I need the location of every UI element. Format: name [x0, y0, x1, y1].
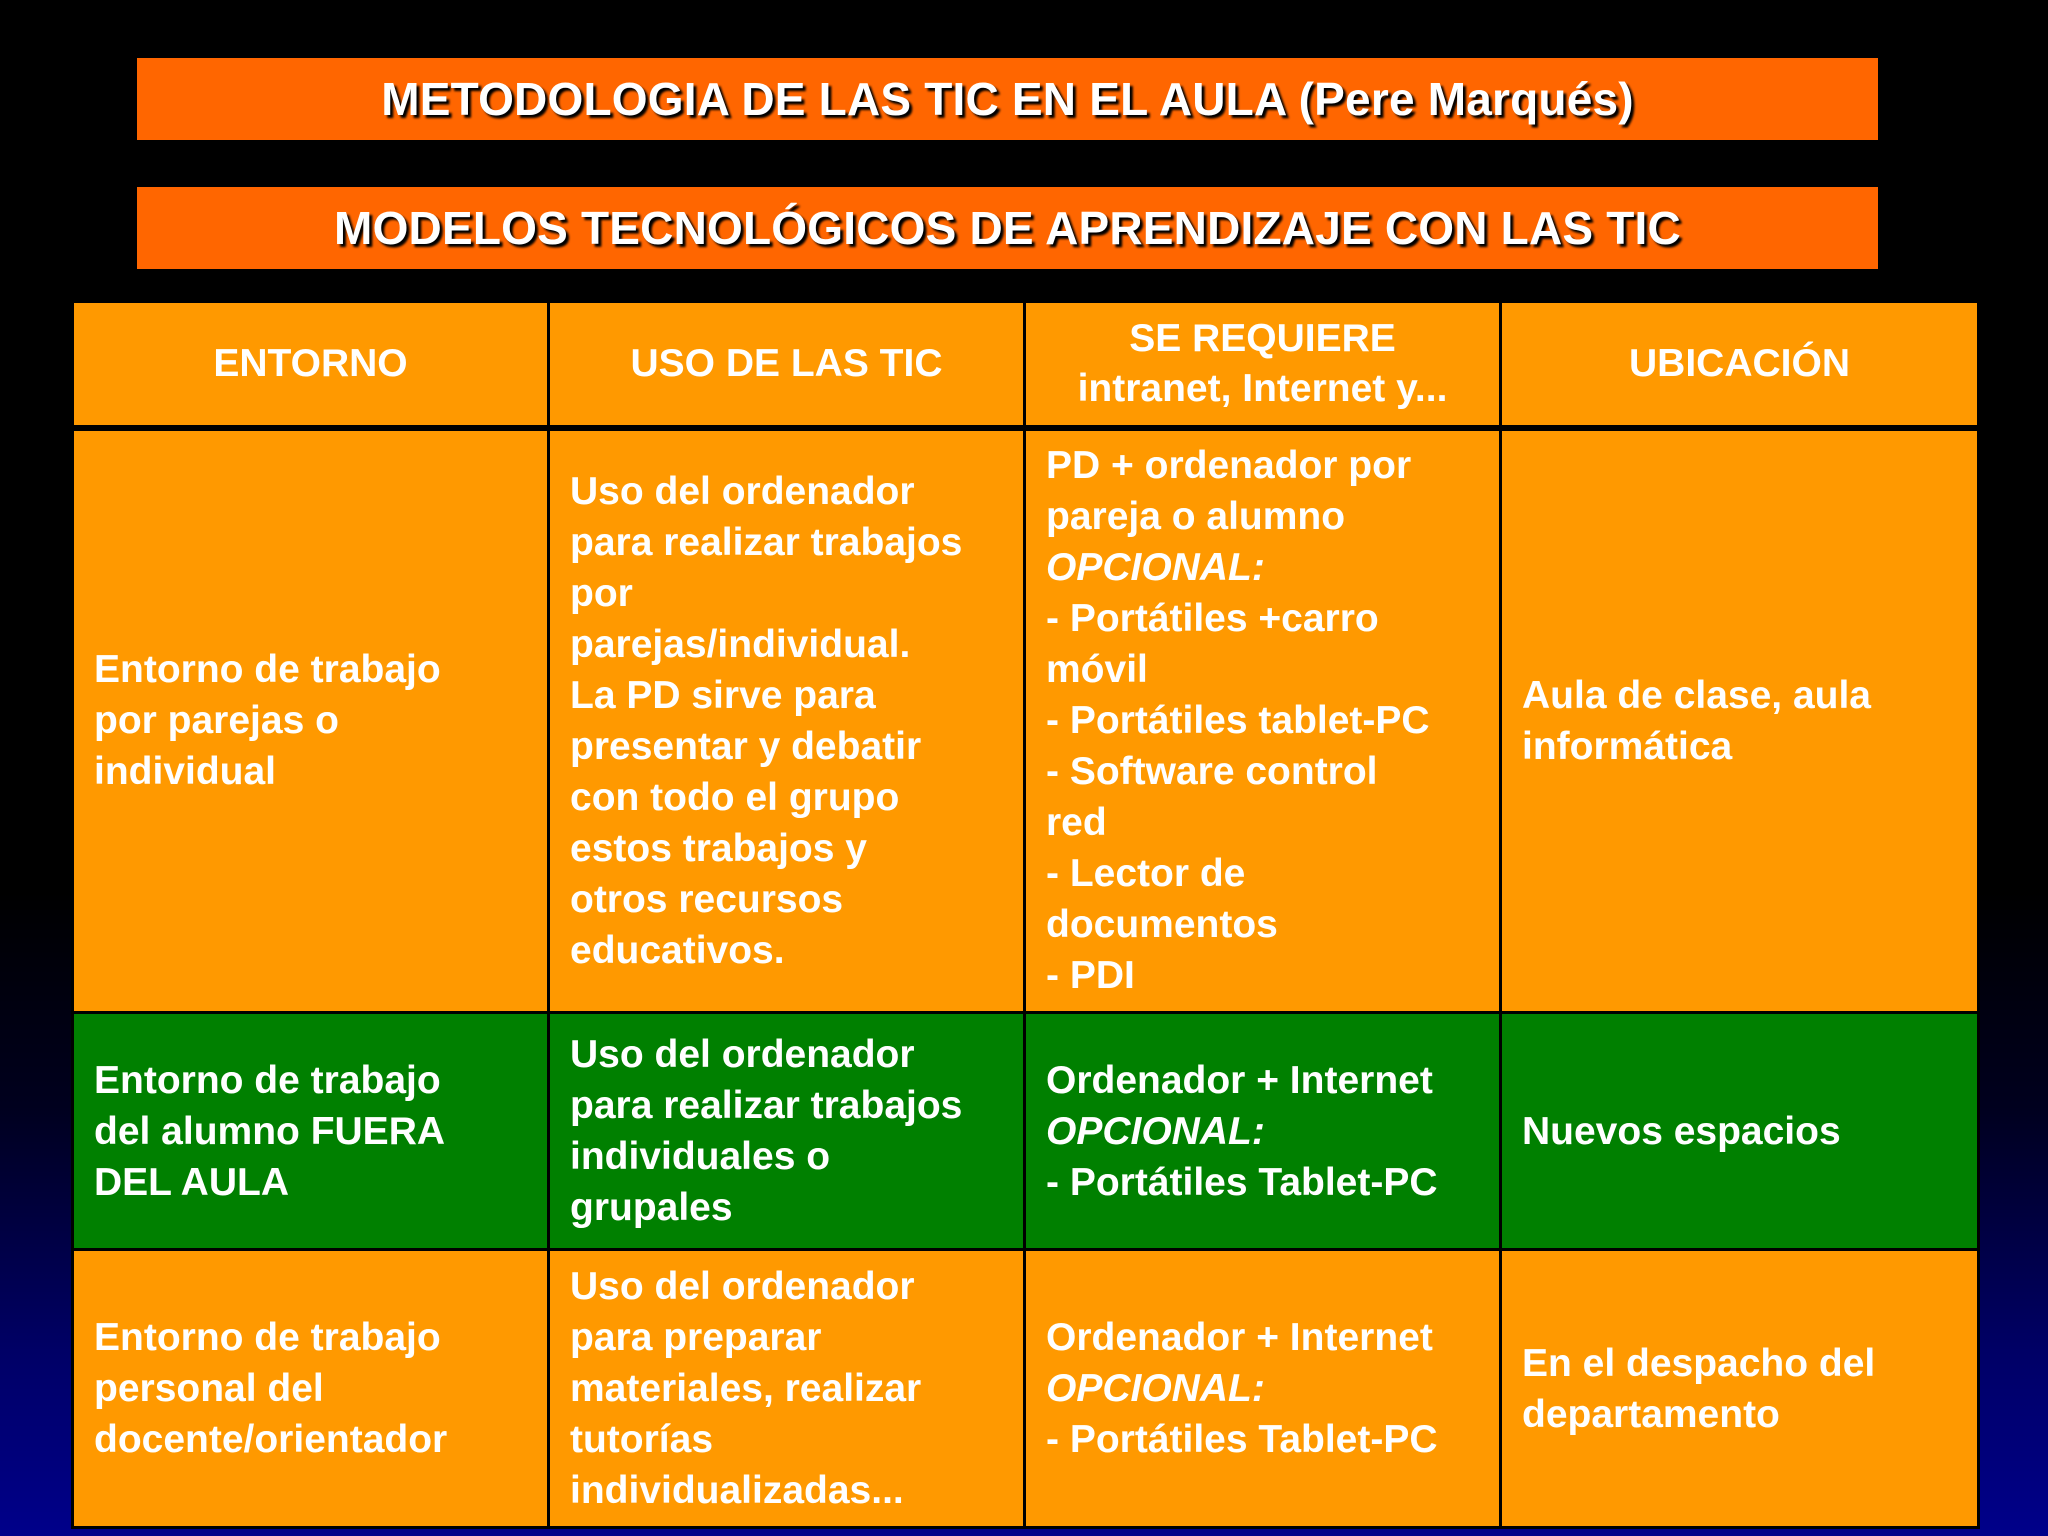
- cell-line: Uso del ordenador: [570, 469, 915, 513]
- cell-entorno: [73, 1013, 549, 1250]
- cell-entorno: [73, 1250, 549, 1528]
- cell-line: docente/orientador: [94, 1418, 448, 1461]
- cell-line: - Lector de: [1046, 852, 1246, 896]
- cell-line: Nuevos espacios: [1522, 1109, 1841, 1153]
- cell-line: materiales, realizar: [570, 1367, 922, 1410]
- cell-line: - PDI: [1046, 954, 1135, 998]
- cell-line: otros recursos: [570, 877, 844, 921]
- cell-line: documentos: [1046, 903, 1278, 947]
- cell-line: - Portátiles Tablet-PC: [1046, 1418, 1438, 1461]
- cell-ubicacion: [1501, 1013, 1979, 1250]
- models-table: [71, 300, 1980, 1529]
- cell-line: individuales o: [570, 1135, 831, 1178]
- cell-line: - Portátiles tablet-PC: [1046, 699, 1430, 743]
- cell-line: individual: [94, 750, 277, 794]
- cell-line: Entorno de trabajo: [94, 1316, 441, 1359]
- optional-label: OPCIONAL:: [1046, 1109, 1265, 1153]
- cell-requiere: [1025, 1250, 1501, 1528]
- header-requiere: [1025, 302, 1501, 428]
- cell-line: por parejas o: [94, 699, 339, 743]
- slide-title: METODOLOGIA DE LAS TIC EN EL AULA (Pere Marqués): [137, 58, 1878, 140]
- cell-line: pareja o alumno: [1046, 495, 1346, 539]
- cell-line: para realizar trabajos: [570, 520, 963, 564]
- cell-line: En el despacho del: [1522, 1341, 1876, 1385]
- header-requiere-line1: SE REQUIERE: [1129, 316, 1396, 360]
- header-entorno: ENTORNO: [73, 302, 549, 428]
- cell-line: PD + ordenador por: [1046, 444, 1412, 488]
- cell-line: para preparar: [570, 1316, 822, 1359]
- table-row: [73, 1013, 1979, 1250]
- optional-label: OPCIONAL:: [1046, 546, 1265, 590]
- slide-subtitle: MODELOS TECNOLÓGICOS DE APRENDIZAJE CON LAS TIC: [137, 187, 1878, 269]
- cell-line: personal del: [94, 1367, 324, 1410]
- header-requiere-line2: intranet, Internet y...: [1077, 366, 1448, 410]
- cell-line: Uso del ordenador: [570, 1265, 915, 1308]
- cell-line: tutorías: [570, 1418, 714, 1461]
- cell-line: para realizar trabajos: [570, 1084, 963, 1127]
- cell-line: parejas/individual.: [570, 622, 911, 666]
- cell-uso: [549, 1013, 1025, 1250]
- optional-label: OPCIONAL:: [1046, 1367, 1265, 1410]
- cell-line: red: [1046, 801, 1107, 845]
- cell-line: por: [570, 571, 633, 615]
- cell-line: Uso del ordenador: [570, 1033, 915, 1076]
- cell-line: del alumno FUERA: [94, 1109, 446, 1153]
- cell-line: departamento: [1522, 1392, 1780, 1436]
- cell-uso: [549, 1250, 1025, 1528]
- cell-line: - Software control: [1046, 750, 1378, 794]
- cell-line: estos trabajos y: [570, 826, 867, 870]
- cell-line: presentar y debatir: [570, 724, 922, 768]
- cell-line: Ordenador + Internet: [1046, 1316, 1433, 1359]
- cell-ubicacion: [1501, 1250, 1979, 1528]
- cell-line: Aula de clase, aula: [1522, 673, 1872, 717]
- cell-uso: [549, 428, 1025, 1013]
- cell-line: La PD sirve para: [570, 673, 876, 717]
- cell-line: Entorno de trabajo: [94, 648, 441, 692]
- header-uso: USO DE LAS TIC: [549, 302, 1025, 428]
- cell-line: individualizadas...: [570, 1469, 904, 1512]
- cell-line: informática: [1522, 724, 1733, 768]
- cell-line: DEL AULA: [94, 1160, 289, 1204]
- cell-ubicacion: [1501, 428, 1979, 1013]
- cell-line: con todo el grupo: [570, 775, 900, 819]
- cell-line: móvil: [1046, 648, 1148, 692]
- cell-requiere: [1025, 1013, 1501, 1250]
- cell-requiere: [1025, 428, 1501, 1013]
- cell-line: - Portátiles Tablet-PC: [1046, 1160, 1438, 1204]
- cell-line: grupales: [570, 1186, 733, 1229]
- cell-line: - Portátiles +carro: [1046, 597, 1379, 641]
- table-row: [73, 1250, 1979, 1528]
- cell-entorno: [73, 428, 549, 1013]
- header-ubicacion: UBICACIÓN: [1501, 302, 1979, 428]
- table-header-row: [73, 302, 1979, 428]
- cell-line: Entorno de trabajo: [94, 1058, 441, 1102]
- cell-line: Ordenador + Internet: [1046, 1058, 1433, 1102]
- table-row: [73, 428, 1979, 1013]
- cell-line: educativos.: [570, 928, 785, 972]
